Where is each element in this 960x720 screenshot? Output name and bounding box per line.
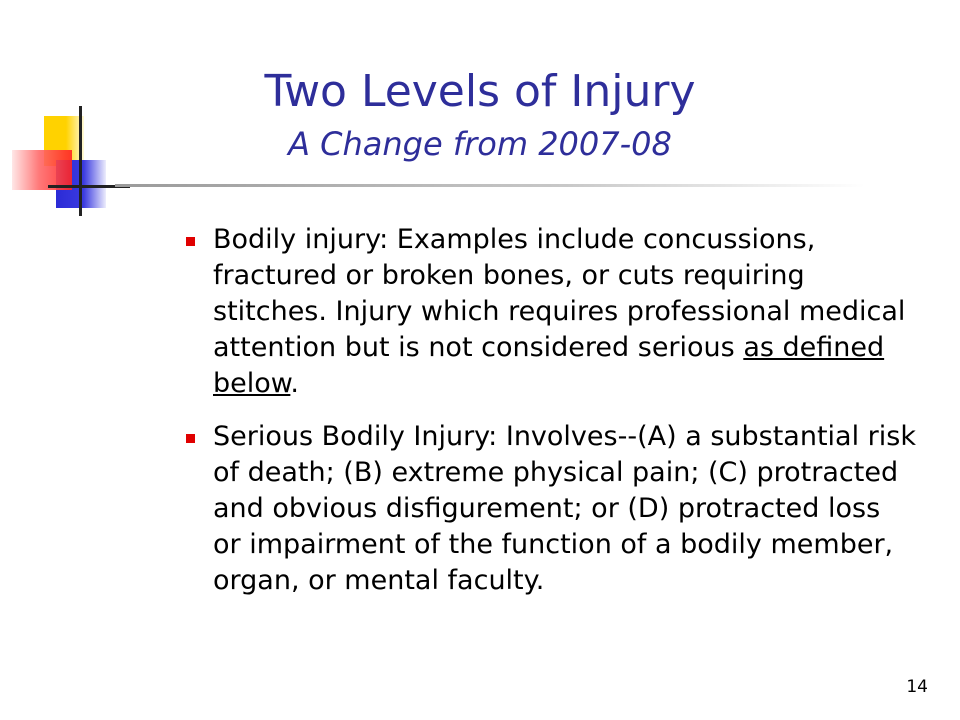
bullet-square-icon — [186, 434, 195, 443]
bullet-list — [186, 222, 916, 616]
bullet-item-serious-bodily-injury — [186, 419, 916, 599]
bullet-text: Serious Bodily Injury: Involves--(A) a substantial risk of death; (B) extreme physical pain; (C) protracted and obvious disfigurement; or (D) protracted loss or impairment of the function of a bodily member, organ, or mental faculty. — [213, 421, 916, 596]
page-number: 14 — [906, 677, 928, 697]
bullet-text-end: . — [290, 368, 299, 399]
underlined-text: as defined below — [213, 332, 885, 399]
slide-title: Two Levels of Injury — [264, 66, 696, 117]
bullet-item-bodily-injury — [186, 222, 916, 402]
title-divider-line — [115, 184, 865, 187]
slide-subtitle: A Change from 2007-08 — [288, 125, 672, 163]
bullet-text: Bodily injury: Examples include concussions, fractured or broken bones, or cuts requiring stitches. Injury which requires professional medical attention but is not considered serious — [213, 224, 906, 363]
bullet-square-icon — [186, 237, 195, 246]
